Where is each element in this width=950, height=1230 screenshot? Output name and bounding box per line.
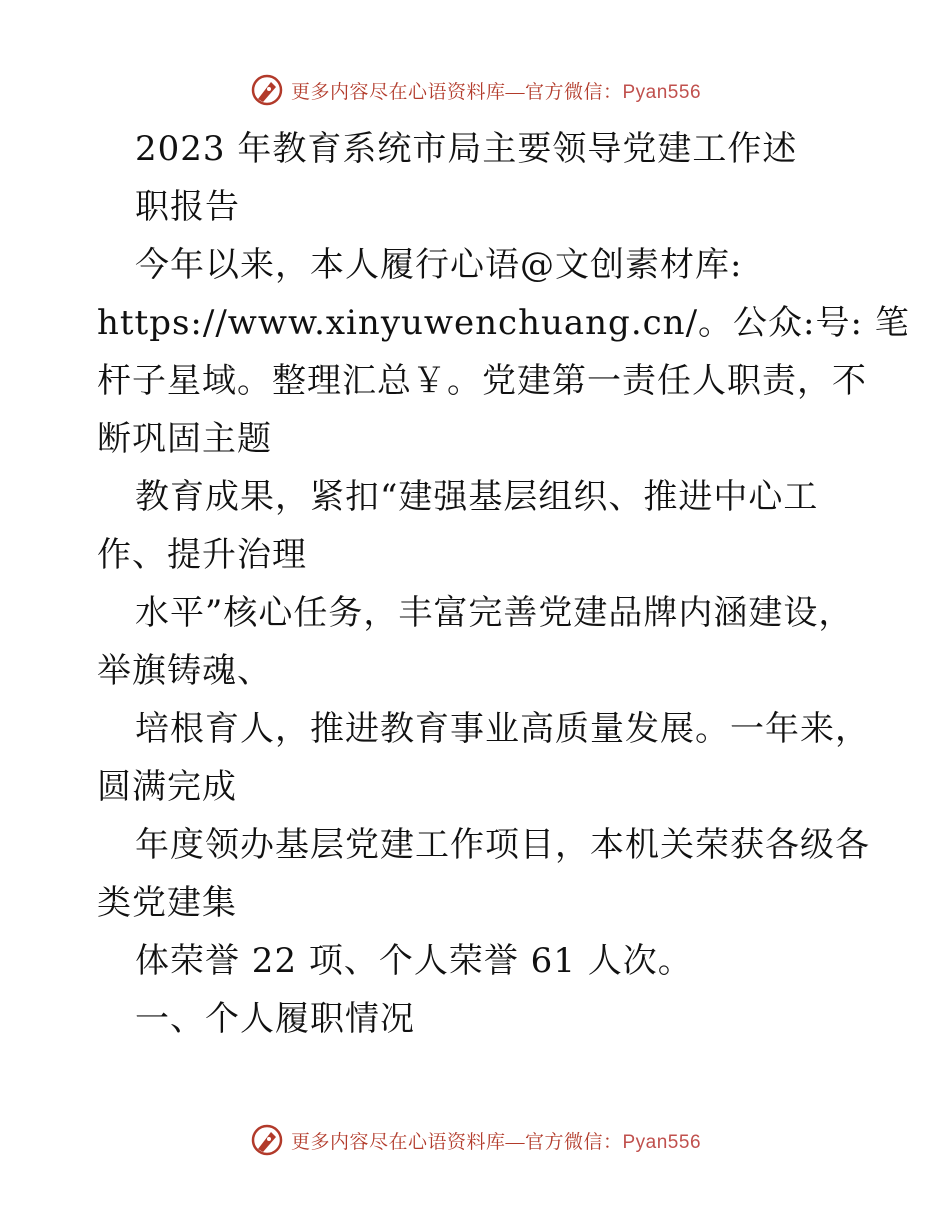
- title-line-1: 2023 年教育系统市局主要领导党建工作述: [135, 129, 798, 169]
- paragraph-line: 今年以来，本人履行心语@文创素材库:: [135, 245, 743, 285]
- wechat-id: Pyan556: [622, 1131, 702, 1153]
- section-heading: 一、个人履职情况: [135, 999, 415, 1039]
- watermark-text: 更多内容尽在心语资料库—官方微信：Pyan556: [290, 1131, 702, 1153]
- paragraph-line: 水平”核心任务，丰富完善党建品牌内涵建设，: [135, 593, 854, 633]
- title-line-2: 职报告: [135, 187, 240, 227]
- paragraph-line: 杆子星域。整理汇总￥。党建第一责任人职责，不: [97, 361, 867, 401]
- document-body: [97, 120, 910, 1048]
- paragraph-line: 断巩固主题: [97, 419, 272, 459]
- paragraph-line: 类党建集: [97, 883, 237, 923]
- paragraph-line: https://www.xinyuwenchuang.cn/。公众:号: 笔: [97, 303, 910, 343]
- pen-nib-circle-icon: [249, 1122, 285, 1158]
- paragraph-line: 年度领办基层党建工作项目，本机关荣获各级各: [135, 825, 870, 865]
- watermark-text: 更多内容尽在心语资料库—官方微信：Pyan556: [290, 81, 702, 103]
- paragraph-line: 培根育人，推进教育事业高质量发展。一年来，: [135, 709, 870, 749]
- paragraph-line: 体荣誉 22 项、个人荣誉 61 人次。: [135, 941, 693, 981]
- paragraph-line: 举旗铸魂、: [97, 651, 272, 691]
- paragraph-line: 圆满完成: [97, 767, 237, 807]
- watermark-banner-bottom: [0, 1118, 950, 1162]
- paragraph-line: 作、提升治理: [97, 535, 307, 575]
- wechat-id: Pyan556: [622, 81, 702, 103]
- paragraph-line: 教育成果，紧扣“建强基层组织、推进中心工: [135, 477, 819, 517]
- watermark-banner-top: [0, 68, 950, 112]
- pen-nib-circle-icon: [249, 72, 285, 108]
